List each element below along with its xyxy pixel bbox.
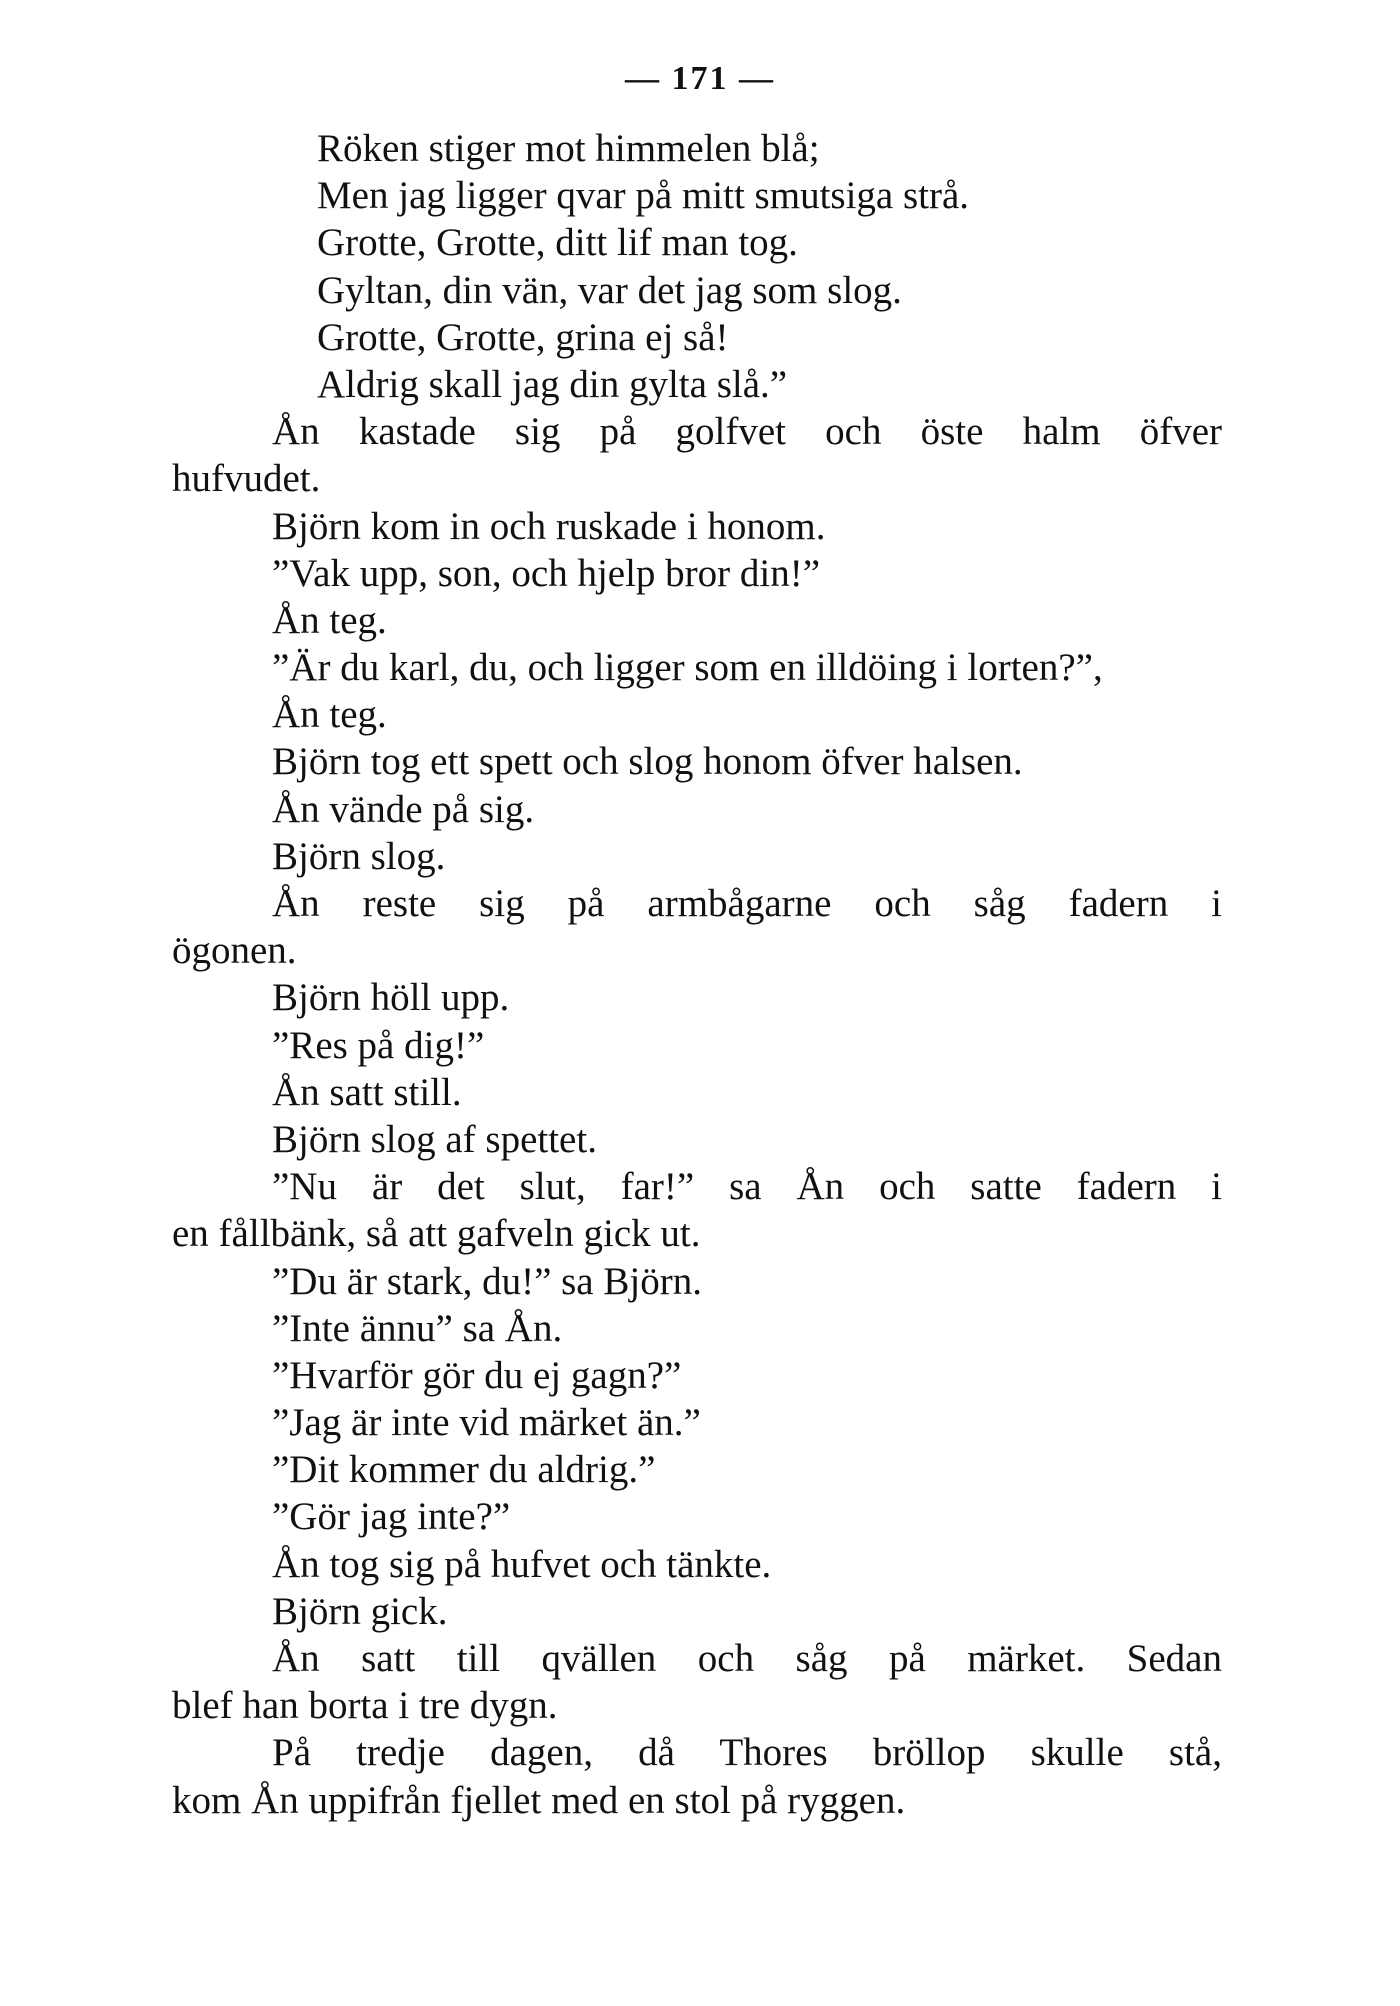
text-line: ”Gör jag inte?” [272,1495,511,1539]
text-line: Björn gick. [272,1589,448,1633]
text-line: ögonen. [172,929,297,973]
text-line: Aldrig skall jag din gylta slå.” [317,362,788,406]
text-line: Ån satt till qvällen och såg på märket. Sedan [272,1637,1222,1680]
text-line: hufvudet. [172,457,321,501]
text-line: kom Ån uppifrån fjellet med en stol på ryggen. [172,1778,906,1822]
page-number: — 171 — [625,60,775,97]
text-line: ”Du är stark, du!” sa Björn. [272,1259,702,1303]
text-line: Men jag ligger qvar på mitt smutsiga strå. [317,174,970,218]
body-text [172,125,1222,1824]
text-line: ”Dit kommer du aldrig.” [272,1448,656,1492]
text-line: en fållbänk, så att gafveln gick ut. [172,1212,701,1256]
text-line: På tredje dagen, då Thores bröllop skulle stå, [272,1731,1222,1775]
text-line: Björn kom in och ruskade i honom. [272,504,826,548]
text-line: Björn slog. [272,834,446,878]
text-line: ”Inte ännu” sa Ån. [272,1306,563,1350]
text-line: Ån teg. [272,598,387,642]
text-line: Björn tog ett spett och slog honom öfver halsen. [272,740,1023,784]
text-line: ”Res på dig!” [272,1023,485,1067]
text-line: Grotte, Grotte, ditt lif man tog. [317,221,798,265]
text-line: Björn slog af spettet. [272,1117,597,1161]
text-line: ”Nu är det slut, far!” sa Ån och satte fadern i [272,1165,1222,1209]
text-line: ”Jag är inte vid märket än.” [272,1401,701,1445]
text-line: Ån vände på sig. [272,787,535,831]
text-line: Gyltan, din vän, var det jag som slog. [317,268,902,312]
text-line: Grotte, Grotte, grina ej så! [317,315,729,359]
text-line: Ån tog sig på hufvet och tänkte. [272,1542,772,1586]
text-line: Ån teg. [272,693,387,737]
text-line: ”Är du karl, du, och ligger som en illdöing i lorten?”, [272,646,1103,690]
text-line: Ån satt still. [272,1070,462,1114]
text-line: Ån reste sig på armbågarne och såg fadern i [272,882,1222,925]
text-line: Röken stiger mot himmelen blå; [317,127,820,170]
text-line: blef han borta i tre dygn. [172,1684,558,1728]
text-line: ”Hvarför gör du ej gagn?” [272,1353,682,1397]
text-line: ”Vak upp, son, och hjelp bror din!” [272,551,821,595]
text-line: Björn höll upp. [272,976,510,1020]
text-line: Ån kastade sig på golfvet och öste halm öfver [272,410,1222,454]
